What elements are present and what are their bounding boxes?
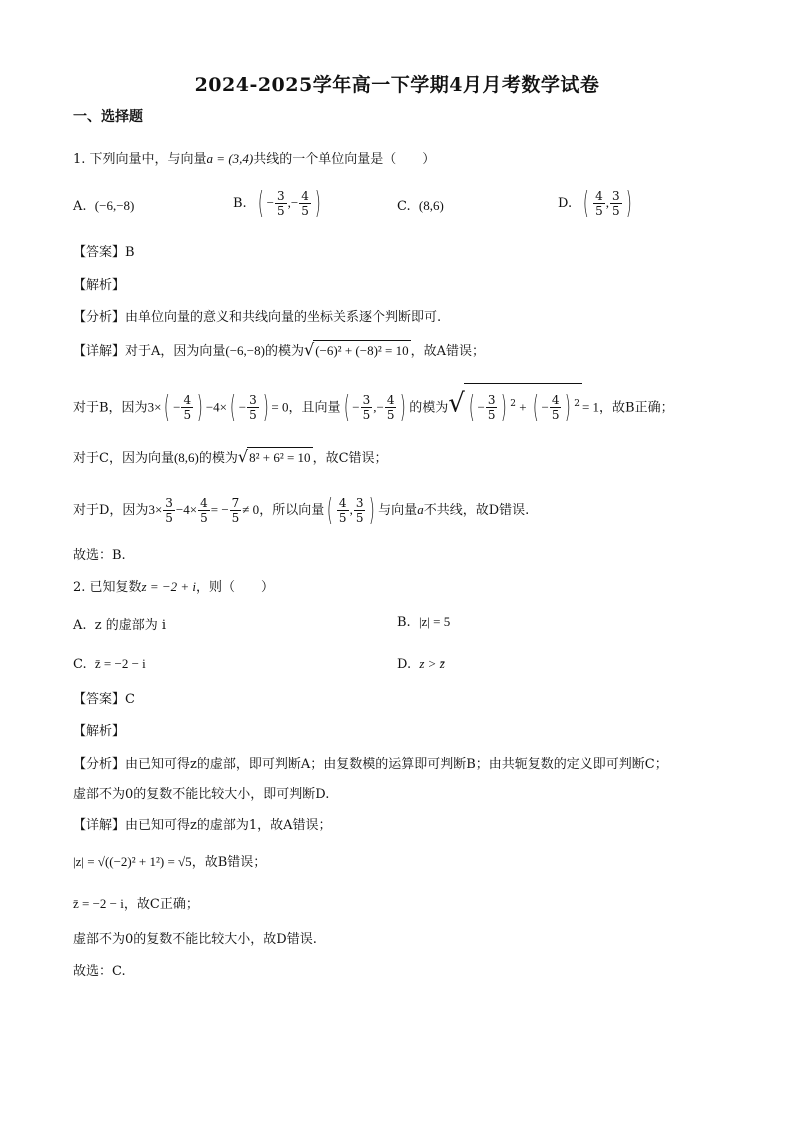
q1-detail-d-mid2: 与向量 <box>378 503 418 518</box>
q2-option-c-label: C. <box>73 657 87 672</box>
q1-option-b: B. ( − $\frac{3}{5}$ ,− $\frac{4}{5}$ ) <box>233 186 321 221</box>
q1-option-d: D. ( $\frac{4}{5}$ , $\frac{3}{5}$ ) <box>558 186 632 221</box>
q1-option-b-frac2-num: 4 <box>301 189 309 203</box>
q1-stem <box>73 149 435 170</box>
q1-stem-prefix: 1. 下列向量中，与向量 <box>73 152 207 167</box>
q2-option-d-value: z > z̄ <box>419 656 445 671</box>
q1-detail-c: 对于C，因为向量(8,6)的模为√8² + 6² = 10 ，故C错误； <box>73 447 388 466</box>
q2-option-b-value: |z| = 5 <box>418 614 451 629</box>
q1-detail-d-expr1: 3× <box>148 502 163 517</box>
q1-option-a-label: A. <box>73 199 87 214</box>
q1-detail-b-mid: ，且向量 <box>288 400 341 416</box>
q2-detail-d: 虚部不为0的复数不能比较大小，故D错误. <box>73 932 317 947</box>
q1-option-d-frac2-den: 5 <box>611 204 620 218</box>
q1-detail-c-prefix: 对于C，因为向量 <box>73 451 174 466</box>
q1-detail-a-vector: (−6,−8) <box>225 343 265 358</box>
q1-detail-d-expr4: ≠ 0 <box>242 502 260 517</box>
q2-option-b <box>397 614 450 630</box>
q2-detail-c <box>73 894 199 915</box>
q1-conclusion: 故选：B. <box>73 548 126 563</box>
q1-detail-b-mid2: 的模为 <box>409 400 449 416</box>
q1-option-d-label: D. <box>558 196 573 211</box>
q2-option-b-label: B. <box>397 615 411 630</box>
q2-option-c <box>73 656 146 672</box>
q1-detail-c-expr: 8² + 6² = 10 <box>247 447 312 468</box>
q1-detail-b-prefix: 对于B，因为 <box>73 400 148 416</box>
section-heading: 一、选择题 <box>73 109 143 125</box>
q2-fenxi-line1: 【分析】由已知可得z的虚部，即可判断A；由复数模的运算即可判断B；由共轭复数的定义即可判断C； <box>73 757 668 772</box>
q1-option-c <box>397 198 444 214</box>
q1-detail-b-expr3: = 0 <box>271 399 289 415</box>
q1-detail-d-expr2: −4× <box>175 502 198 517</box>
q1-option-b-label: B. <box>233 196 247 211</box>
q1-detail-d-prefix: 对于D，因为 <box>73 503 149 518</box>
q2-option-a <box>73 614 166 633</box>
q1-option-c-value: (8,6) <box>418 198 444 213</box>
q1-detail-a-prefix: 【详解】对于A，因为向量 <box>73 344 226 359</box>
page-title: 2024-2025学年高一下学期4月月考数学试卷 <box>194 74 600 96</box>
q1-detail-b-expr-end: = 1 <box>581 399 600 415</box>
q2-fenxi-line2: 虚部不为0的复数不能比较大小，即可判断D. <box>73 787 330 802</box>
q2-option-d <box>397 656 445 672</box>
q1-detail-b: 对于B，因为3×( − $\frac{4}{5}$ ) −4×( − $\frac{3}{5}$ ) = 0，且向量( − $\frac{3}{5}$ ,− $\frac{4}{5}$ ) 的模为√ ( − $\frac{3}{5}$ ) $^2$ + ( − $\frac{4}{5}$ ) $^2$ = 1，故B正确； <box>73 383 674 428</box>
q1-detail-b-suffix: ，故B正确； <box>599 400 674 416</box>
q1-detail-a-suffix: ，故A错误； <box>410 344 486 359</box>
q1-option-a-value: (−6,−8) <box>94 198 135 213</box>
q2-analysis-heading: 【解析】 <box>73 724 126 739</box>
q1-detail-b-expr1: 3× <box>147 399 162 415</box>
q2-option-a-label: A. <box>73 618 87 633</box>
q1-answer: 【答案】B <box>73 245 135 260</box>
q1-option-b-frac2-den: 5 <box>301 204 309 218</box>
q2-detail-a: 【详解】由已知可得z的虚部为1，故A错误； <box>73 818 332 833</box>
q2-detail-b <box>73 852 266 873</box>
q1-detail-d-vector: a <box>417 502 424 517</box>
q2-detail-c-expr: z̄ = −2 − i <box>73 896 124 911</box>
q1-option-b-frac1-den: 5 <box>277 204 285 218</box>
q1-detail-d: 对于D，因为3× $\frac{3}{5}$ −4× $\frac{4}{5}$ = − $\frac{7}{5}$ ≠ 0，所以向量( $\frac{4}{5}$ , $\frac{3}{5}$ ) 与向量a不共线，故D错误. <box>73 492 530 528</box>
q1-detail-a-mid: 的模为 <box>264 344 304 359</box>
q2-option-a-value: z 的虚部为 i <box>94 618 167 633</box>
q1-detail-c-suffix: ，故C错误； <box>312 451 388 466</box>
q1-option-d-frac2-num: 3 <box>611 189 620 203</box>
q1-stem-vector: a = (3,4) <box>206 151 254 166</box>
q1-detail-d-suffix: 不共线，故D错误. <box>423 503 530 518</box>
q2-answer: 【答案】C <box>73 692 135 707</box>
q1-fenxi: 【分析】由单位向量的意义和共线向量的坐标关系逐个判断即可. <box>73 310 442 325</box>
q1-option-b-frac1-num: 3 <box>277 189 285 203</box>
q2-conclusion: 故选：C. <box>73 964 126 979</box>
q2-detail-c-suffix: ，故C正确； <box>123 897 199 912</box>
q2-stem-expr: z = −2 + i <box>141 579 197 594</box>
q1-option-d-frac1-den: 5 <box>595 204 603 218</box>
q1-option-c-label: C. <box>397 199 411 214</box>
q2-option-c-value: z̄ = −2 − i <box>94 656 146 671</box>
q1-detail-a: 【详解】对于A，因为向量(−6,−8)的模为√(−6)² + (−8)² = 10 ，故A错误； <box>73 340 486 359</box>
q2-detail-b-expr: |z| = √((−2)² + 1²) = √5 <box>73 854 192 869</box>
q2-stem <box>73 577 274 598</box>
q1-detail-d-mid: ，所以向量 <box>259 503 325 518</box>
q1-detail-b-expr2: −4× <box>205 399 227 415</box>
q2-stem-prefix: 2. 已知复数 <box>73 580 142 595</box>
q1-option-d-frac1-num: 4 <box>595 189 603 203</box>
q2-stem-suffix: ，则（ ） <box>196 580 275 595</box>
q1-analysis-heading: 【解析】 <box>73 278 126 293</box>
q2-detail-b-suffix: ，故B错误； <box>191 855 267 870</box>
q1-detail-a-expr: (−6)² + (−8)² = 10 <box>313 340 410 361</box>
q1-detail-d-expr3: = − <box>210 502 229 517</box>
q1-detail-c-mid: 的模为 <box>198 451 238 466</box>
q1-detail-c-vector: (8,6) <box>173 450 199 465</box>
q1-stem-suffix: 共线的一个单位向量是（ ） <box>253 152 436 167</box>
q2-option-d-label: D. <box>397 657 412 672</box>
q1-option-a <box>73 198 134 214</box>
